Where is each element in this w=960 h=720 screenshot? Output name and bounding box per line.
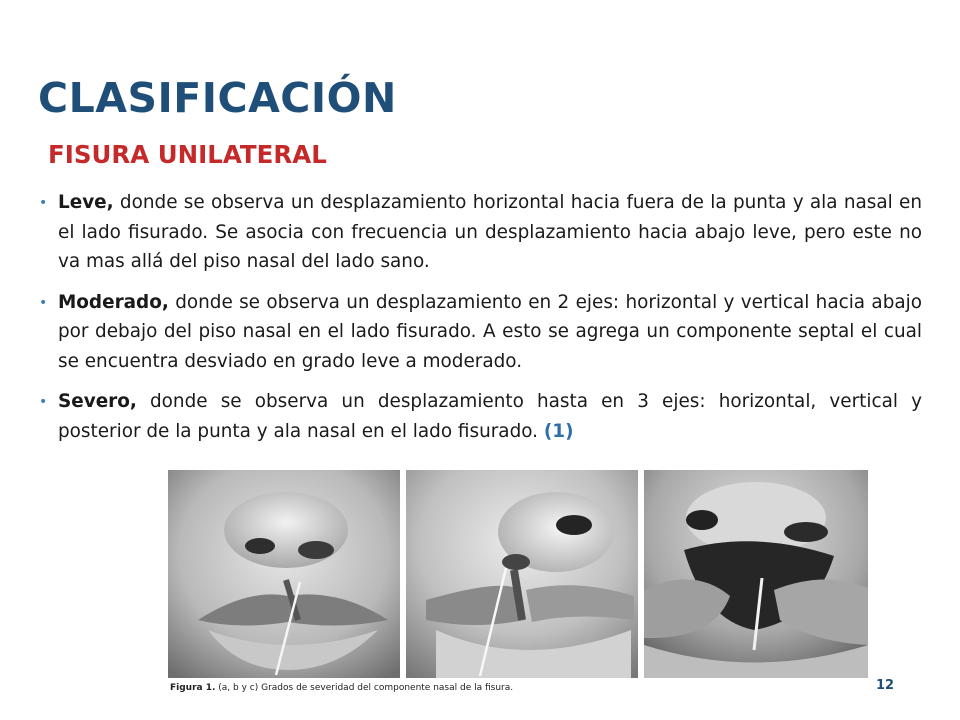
bullet-term: Leve, — [58, 192, 114, 213]
photo-moderate-cleft — [406, 470, 638, 678]
bullet-text: donde se observa un desplazamiento horizontal hacia fuera de la punta y ala nasal en el lado fisurado. Se asocia con frecuencia un desplazamiento hacia abajo leve, pero este no va mas allá del piso nasal del lado sano. — [58, 192, 922, 272]
caption-text: (a, b y c) Grados de severidad del componente nasal de la fisura. — [215, 683, 514, 693]
bullet-item-severo — [38, 387, 922, 446]
figure-photos — [168, 470, 868, 678]
bullet-term: Severo, — [58, 391, 137, 412]
bullet-icon: • — [39, 394, 48, 410]
bullet-icon: • — [39, 195, 48, 211]
photo-severe-cleft — [644, 470, 868, 678]
reference-link[interactable]: (1) — [543, 420, 574, 442]
slide-subtitle: FISURA UNILATERAL — [48, 140, 327, 169]
page-number: 12 — [876, 678, 895, 693]
bullet-item-leve — [38, 188, 922, 277]
figure-caption — [170, 683, 513, 693]
bullet-term: Moderado, — [58, 291, 169, 313]
bullet-text: donde se observa un desplazamiento hasta en 3 ejes: horizontal, vertical y posterior de la punta y ala nasal en el lado fisurado. — [58, 391, 922, 442]
bullet-item-moderado — [38, 288, 922, 377]
bullet-list — [38, 188, 922, 457]
slide-title: CLASIFICACIÓN — [38, 74, 397, 122]
bullet-text: donde se observa un desplazamiento en 2 ejes: horizontal y vertical hacia abajo por debajo del piso nasal en el lado fisurado. A esto se agrega un componente septal el cual se encuentra desviado en grado leve a moderado. — [58, 291, 922, 372]
caption-label: Figura 1. — [170, 683, 216, 693]
bullet-icon: • — [39, 294, 48, 311]
photo-mild-cleft — [168, 470, 400, 678]
